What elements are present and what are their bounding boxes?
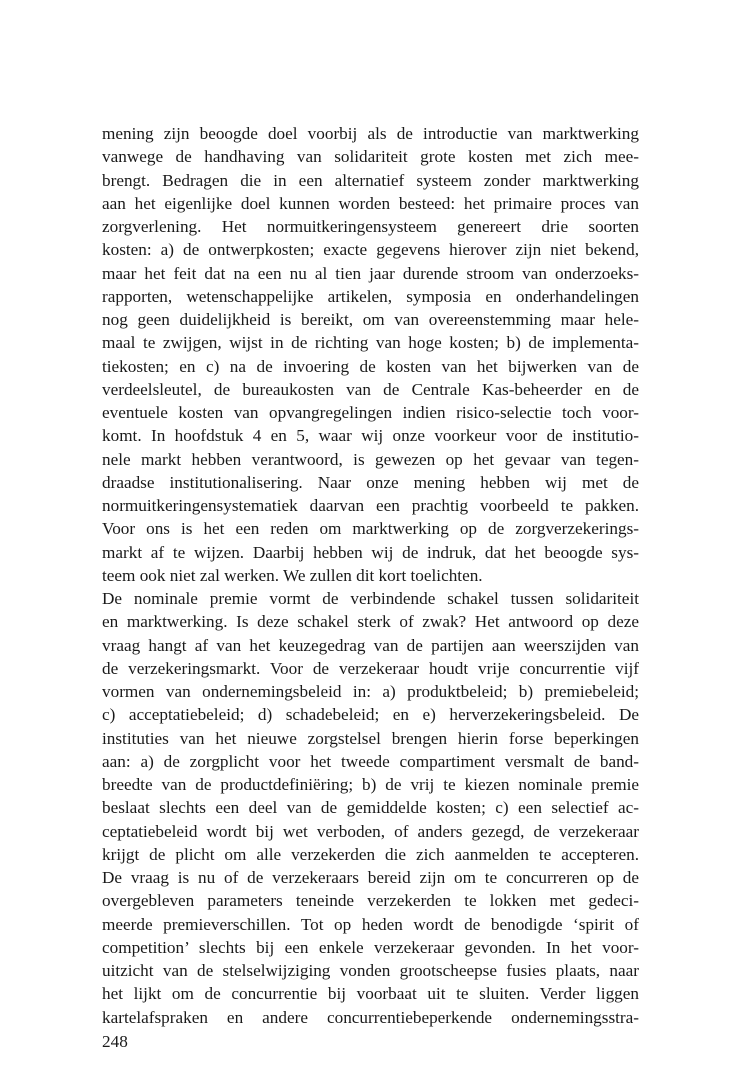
page-number: 248 [102,1031,128,1051]
text-line: nele markt hebben verantwoord, is gewezen op het gevaar van tegen- [102,449,639,469]
text-line: verdeelsleutel, de bureaukosten van de Centrale Kas-beheerder en de [102,379,639,399]
body-text [102,122,639,1029]
text-line: rapporten, wetenschappelijke artikelen, symposia en onderhandelingen [102,286,639,306]
text-line: het lijkt om de concurrentie bij voorbaat uit te sluiten. Verder liggen [102,984,639,1004]
text-line: aan het eigenlijke doel kunnen worden besteed: het primaire proces van [102,193,639,213]
text-line: zorgverlening. Het normuitkeringensysteem genereert drie soorten [102,217,639,236]
text-line: instituties van het nieuwe zorgstelsel brengen hierin forse beperkingen [102,728,639,748]
text-line: breedte van de productdefiniëring; b) de vrij te kiezen nominale premie [102,775,639,794]
text-line: De vraag is nu of de verzekeraars bereid zijn om te concurreren op de [102,868,639,887]
text-line: draadse institutionalisering. Naar onze mening hebben wij met de [102,472,639,492]
text-line: overgebleven parameters teneinde verzekerden te lokken met gedeci- [102,891,639,911]
text-line: markt af te wijzen. Daarbij hebben wij de indruk, dat het beoogde sys- [102,542,639,562]
text-line: de verzekeringsmarkt. Voor de verzekeraar houdt vrije concurrentie vijf [102,658,639,678]
text-line: vormen van ondernemingsbeleid in: a) produktbeleid; b) premiebeleid; [102,682,639,701]
text-line: meerde premieverschillen. Tot op heden wordt de benodigde ‘spirit of [102,914,639,934]
text-line: beslaat slechts een deel van de gemiddelde kosten; c) een selectief ac- [102,798,639,818]
text-line: De nominale premie vormt de verbindende schakel tussen solidariteit [102,589,639,608]
text-line: kosten: a) de ontwerpkosten; exacte gegevens hierover zijn niet bekend, [102,240,639,260]
text-line: Voor ons is het een reden om marktwerking op de zorgverzekerings- [102,519,639,539]
text-line: nog geen duidelijkheid is bereikt, om van overeenstemming maar hele- [102,310,639,329]
text-line: c) acceptatiebeleid; d) schadebeleid; en e) herverzekeringsbeleid. De [102,705,639,725]
text-line: teem ook niet zal werken. We zullen dit kort toelichten. [102,565,483,585]
text-line: uitzicht van de stelselwijziging vonden grootscheepse fusies plaats, naar [102,961,639,980]
text-line: normuitkeringensystematiek daarvan een prachtig voorbeeld te pakken. [102,496,639,515]
text-line: vraag hangt af van het keuzegedrag van de partijen aan weerszijden van [102,635,639,655]
text-line: aan: a) de zorgplicht voor het tweede compartiment versmalt de band- [102,751,639,771]
text-line: krijgt de plicht om alle verzekerden die zich aanmelden te accepteren. [102,844,639,864]
text-line: mening zijn beoogde doel voorbij als de introductie van marktwerking [102,124,639,143]
text-line: kartelafspraken en andere concurrentiebeperkende ondernemingsstra- [102,1007,639,1027]
text-line: competition’ slechts bij een enkele verzekeraar gevonden. In het voor- [102,937,639,957]
text-line: en marktwerking. Is deze schakel sterk of zwak? Het antwoord op deze [102,612,639,632]
text-line: tiekosten; en c) na de invoering de kosten van het bijwerken van de [102,356,639,376]
text-line: ceptatiebeleid wordt bij wet verboden, of anders gezegd, de verzekeraar [102,821,639,841]
text-line: vanwege de handhaving van solidariteit grote kosten met zich mee- [102,147,639,167]
text-line: brengt. Bedragen die in een alternatief systeem zonder marktwerking [102,170,639,190]
text-line: eventuele kosten van opvangregelingen indien risico-selectie toch voor- [102,403,639,422]
text-line: maar het feit dat na een nu al tien jaar durende stroom van onderzoeks- [102,263,639,283]
document-page [102,122,639,1053]
text-line: maal te zwijgen, wijst in de richting van hoge kosten; b) de implementa- [102,333,639,353]
text-line: komt. In hoofdstuk 4 en 5, waar wij onze voorkeur voor de institutio- [102,426,639,446]
